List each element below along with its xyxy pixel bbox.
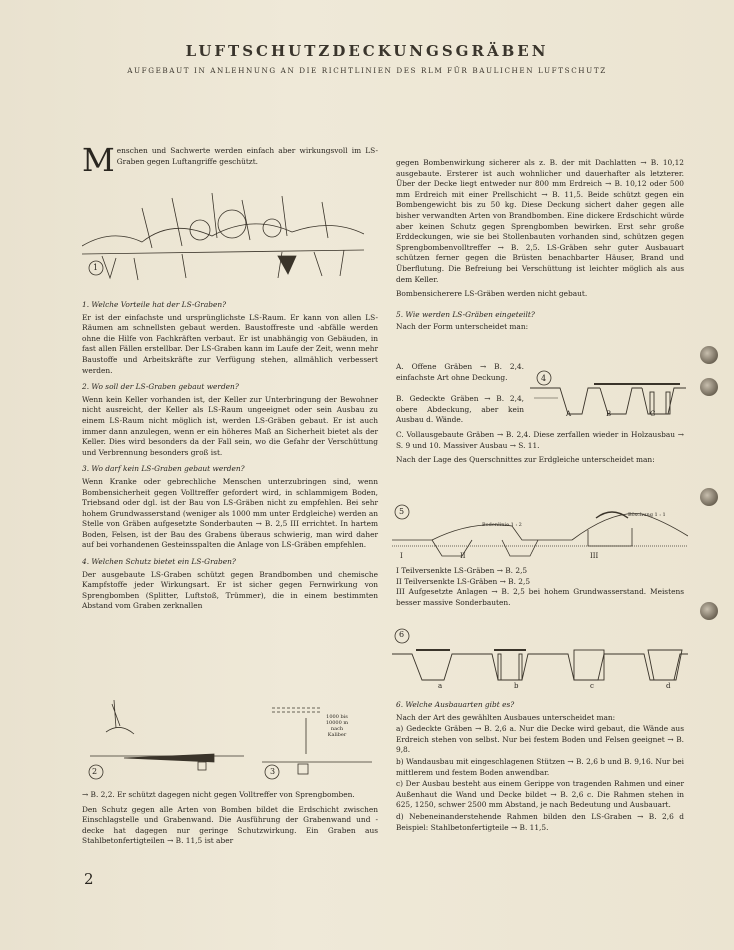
answer-6: Nach der Art des gewählten Ausbaues unterscheidet man:	[396, 712, 616, 722]
figure-2-illustration	[84, 692, 254, 784]
question-2: 2. Wo soll der LS-Graben gebaut werden?	[82, 382, 239, 392]
answer-4: Der ausgebaute LS-Graben schützt gegen Brandbomben und chemische Kampfstoffe jeder Wirkungsart. Er ist sicher gegen Fernwirkung von Sprengbomben (Splitter, Luftstoß, Trümmer), die in einem bestimmten Abstand vom Graben zerknallen	[82, 569, 378, 611]
figure-5-caption-2: Böschung 1 : 1	[628, 512, 666, 518]
figure-5-number: 5	[399, 507, 405, 516]
figure-1-illustration	[82, 188, 364, 284]
punch-hole-middle	[700, 378, 718, 396]
figure-4-letter-b: B	[606, 410, 612, 418]
punch-hole-bottom	[700, 602, 718, 620]
figure-5-roman-2: II	[460, 552, 466, 560]
answer-5: Nach der Form unterscheidet man:	[396, 322, 529, 332]
answer-6c: c) Der Ausbau besteht aus einem Gerippe von tragenden Rahmen und einer Außenhaut die Wand und Decke bildet → B. 2,6 c. Die Rahmen stehen in 625, 1250, schwer 2500 mm Abstand, je nach Bedeutung und Ausbauart.	[396, 779, 684, 810]
page-title: LUFTSCHUTZDECKUNGSGRÄBEN	[185, 42, 549, 60]
figure-2-number: 2	[92, 767, 98, 776]
figure-3-distance-label: 1000 bis 10000 m nach Kaliber	[325, 714, 349, 738]
answer-4d: gegen Bombenwirkung sicherer als z. B. der mit Dachlatten → B. 10,12 ausgebaute. Ersterer ist auch wohnlicher und dauerhafter als letzterer. Über der Decke liegt entweder nur 800 mm Erdreich → B. 10,12 oder 500 mm Erdreich mit einer Prellschicht → B. 11,5. Beide schützt gegen ein Bombengewicht bis zu 50 kg. Diese Deckung sichert daher gegen alle bisher verwandten Arten von Brandbomben. Eine dickere Erdschicht würde aber keinen Schutz gegen Sprengbomben bewirken. Erst sehr große Erddeckungen, wie sie bei Stollenbauten vorhanden sind, schützen gegen Sprengbombenvolltreffer → B. 2,5. LS-Gräben sehr guter Ausbauart schützen ferner gegen die Brüsten benachbarter Häuser, Brand und Überflutung. Die Befreiung bei Verschüttung ist leichter möglich als aus dem Keller.	[396, 158, 684, 284]
figure-6-letter-a: a	[438, 682, 443, 690]
drop-cap: M	[82, 141, 115, 179]
list-item-3: III Aufgesetzte Anlagen → B. 2,5 bei hohem Grundwasserstand. Meistens besser massive Sonderbauten.	[396, 587, 684, 607]
right-column-top	[396, 158, 684, 335]
trench-type-c: C. Vollausgebaute Gräben → B. 2,4. Diese zerfallen wieder in Holzausbau → S. 9 und 10. Massiver Ausbau → S. 11.	[396, 430, 684, 450]
figure-5-caption-1: Bodenlinie 1 : 2	[482, 522, 522, 528]
question-3: 3. Wo darf kein LS-Graben gebaut werden?	[82, 464, 245, 474]
right-column-bottom	[396, 694, 684, 837]
answer-2: Wenn kein Keller vorhanden ist, der Keller zur Unterbringung der Bewohner nicht ausreicht, der Keller als LS-Raum ungeeignet oder sein Ausbau zu einem LS-Raum nicht möglich ist, werden LS-Gräben gebaut. Er ist auch immer dann anzulegen, wenn er ein höheres Maß an Sicherheit bietet als der Keller. Dies wird besonders da der Fall sein, wo die Gefahr der Verschüttung und Verbrennung besonders groß ist.	[82, 394, 378, 457]
right-column-middle	[396, 430, 684, 470]
intro-paragraph: Menschen und Sachwerte werden einfach aber wirkungsvoll im LS-Graben gegen Luftangriffe geschützt.	[82, 141, 378, 179]
figure-1-number: 1	[93, 263, 99, 272]
answer-3: Wenn Kranke oder gebrechliche Menschen unterzubringen sind, wenn Bombensicherheit gegen Volltreffer gefordert wird, in schlammigem Boden, Triebsand oder dgl. ist der Bau von LS-Gräben nicht zu empfehlen. Bei sehr hohem Grundwasserstand (weniger als 1000 mm unter Erdgleiche) werden an Stelle von Gräben aufgesetzte Sonderbauten → B. 2,5 III errichtet. In hartem Boden, Felsen, ist der Bau des Grabens überaus schwierig, man wird daher auf bei vorhandenen Gesteinsspalten die Anlage von LS-Gräben empfehlen.	[82, 476, 378, 550]
answer-4e: Bombensicherere LS-Gräben werden nicht gebaut.	[396, 289, 588, 299]
list-item-1: I Teilversenkte LS-Gräben → B. 2,5	[396, 566, 528, 575]
figure-4-letter-a: A	[566, 410, 572, 418]
page-number: 2	[84, 870, 94, 888]
figure-6-letter-d: d	[666, 682, 671, 690]
right-column-list	[396, 566, 684, 608]
figure-5-illustration	[392, 500, 688, 566]
question-4: 4. Welchen Schutz bietet ein LS-Graben?	[82, 557, 236, 567]
answer-6b: b) Wandausbau mit eingeschlagenen Stützen → B. 2,6 b und B. 9,16. Nur bei mittlerem und festem Boden anwendbar.	[396, 756, 684, 777]
question-5: 5. Wie werden LS-Gräben eingeteilt?	[396, 309, 535, 319]
answer-6d: d) Nebeneinanderstehende Rahmen bilden den LS-Graben → B. 2,6 d Beispiel: Stahlbetonfertigteile → B. 11,5.	[396, 811, 684, 832]
answer-5-position: Nach der Lage des Querschnittes zur Erdgleiche unterscheidet man:	[396, 455, 655, 465]
figure-4-number: 4	[541, 374, 547, 383]
question-6: 6. Welche Ausbauarten gibt es?	[396, 700, 515, 709]
figure-3-number: 3	[270, 767, 276, 776]
answer-1: Er ist der einfachste und ursprünglichste LS-Raum. Er kann von allen LS-Räumen am schnellsten gebaut werden. Baustoffreste und -abfälle werden ohne die Hilfe von Fachkräften verbaut. Er ist unabhängig von Gebäuden, in fast allen Fällen erstellbar. Der LS-Graben kann im Laufe der Zeit, wenn mehr Baustoffe und Arbeitskräfte zur Verfügung stehen, allmählich verbessert werden.	[82, 312, 378, 375]
punch-hole-top	[700, 346, 718, 364]
page-subtitle: AUFGEBAUT IN ANLEHNUNG AN DIE RICHTLINIEN DES RLM FÜR BAULICHEN LUFTSCHUTZ	[127, 66, 607, 75]
figure-6-number: 6	[399, 630, 405, 639]
left-column-questions	[82, 294, 378, 616]
punch-hole-lower	[700, 488, 718, 506]
answer-6a: a) Gedeckte Gräben → B. 2,6 a. Nur die Decke wird gebaut, die Wände aus Erdreich stehen von selbst. Nur bei festem Boden und Felsen geeignet → B. 9,8.	[396, 724, 684, 755]
figure-4-letter-c: C	[650, 410, 656, 418]
figure-5-roman-3: III	[590, 552, 599, 560]
trench-type-b: B. Gedeckte Gräben → B. 2,4, obere Abdeckung, aber kein Ausbau d. Wände.	[396, 394, 524, 425]
list-item-2: II Teilversenkte LS-Gräben → B. 2,5	[396, 576, 531, 586]
answer-4b: → B. 2,2. Er schützt dagegen nicht gegen Volltreffer von Sprengbomben.	[82, 790, 355, 799]
figure-6-letter-b: b	[514, 682, 519, 690]
question-1: 1. Welche Vorteile hat der LS-Graben?	[82, 300, 227, 309]
figure-3-illustration	[262, 698, 372, 784]
figure-6-illustration	[392, 624, 688, 690]
figure-6-letter-c: c	[590, 682, 594, 690]
left-column	[82, 141, 378, 179]
answer-4c: Den Schutz gegen alle Arten von Bomben bildet die Erdschicht zwischen Einschlagstelle und Grabenwand. Die Ausführung der Grabenwand und -decke hat dagegen nur geringe Schutzwirkung. Ein Graben aus Stahlbetonfertigteilen → B. 11,5 ist aber	[82, 804, 378, 846]
trench-type-a: A. Offene Gräben → B. 2,4. einfachste Art ohne Deckung.	[396, 362, 524, 382]
figure-5-roman-1: I	[400, 552, 403, 560]
left-column-bottom	[82, 790, 378, 851]
